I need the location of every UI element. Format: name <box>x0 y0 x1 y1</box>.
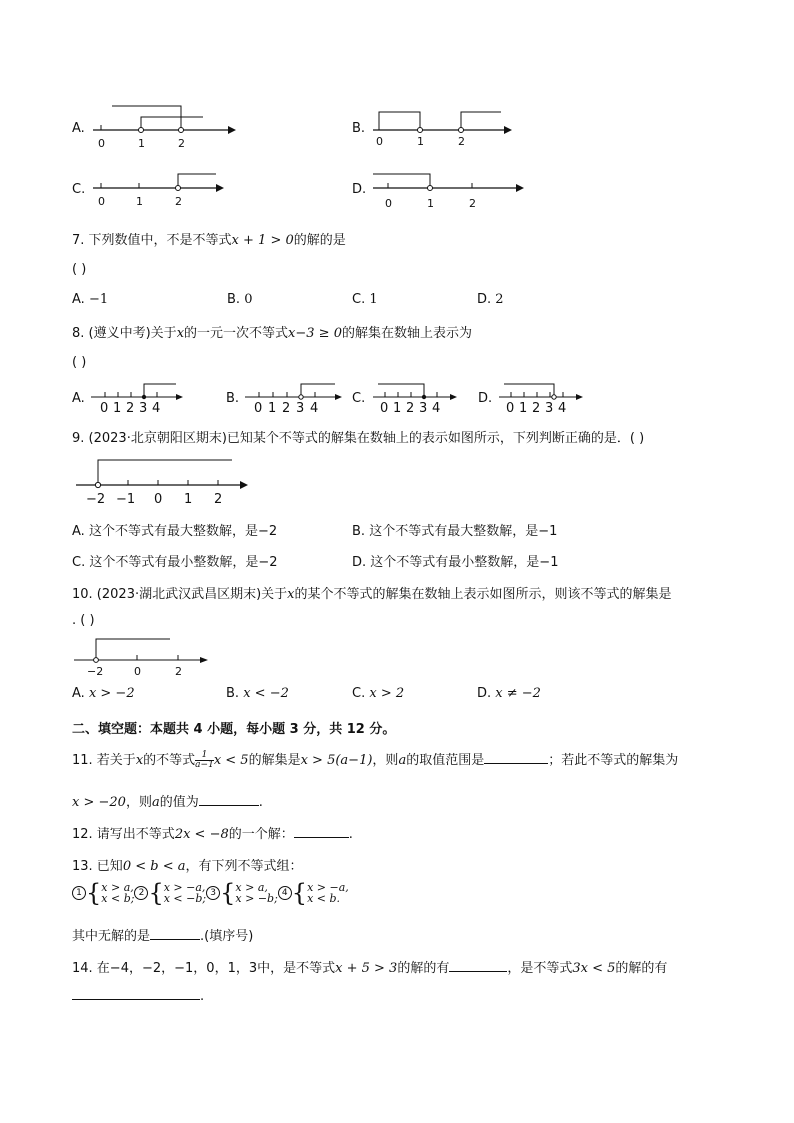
q6-option-b-numberline <box>368 100 518 152</box>
q9-option-c[interactable]: C. 这个不等式有最小整数解，是−2 <box>72 555 278 570</box>
svg-text:2: 2 <box>282 401 291 416</box>
tick-label: 1 <box>417 135 424 148</box>
tick-label: 0 <box>376 135 383 148</box>
circled-number: 3 <box>206 886 220 900</box>
q8-option-c-label[interactable]: C. <box>352 391 366 406</box>
q6-option-c-label[interactable]: C. <box>72 182 86 197</box>
q10-option-b[interactable]: B. x < −2 <box>226 686 289 701</box>
q8-option-d-numberline <box>496 380 588 416</box>
answer-blank[interactable] <box>199 793 259 806</box>
q7-option-a[interactable]: A. −1 <box>72 292 109 307</box>
svg-text:3: 3 <box>139 401 148 416</box>
question-7-stem: 7. 下列数值中，不是不等式x + 1 > 0的解的是 <box>72 233 346 248</box>
svg-text:0: 0 <box>100 401 109 416</box>
answer-blank[interactable] <box>484 751 548 764</box>
answer-blank[interactable] <box>449 959 507 972</box>
question-11-line-2: x > −20，则a的值为 . <box>72 795 263 810</box>
svg-text:4: 4 <box>432 401 441 416</box>
q8-option-a-label[interactable]: A. <box>72 391 85 406</box>
svg-text:2: 2 <box>406 401 415 416</box>
svg-text:−2: −2 <box>86 492 106 506</box>
q6-option-a-label[interactable]: A. <box>72 121 85 136</box>
svg-text:2: 2 <box>126 401 135 416</box>
q9-numberline <box>72 454 252 506</box>
tick-label: 1 <box>138 137 145 150</box>
question-12: 12. 请写出不等式2x < −8的一个解： . <box>72 827 353 842</box>
question-13-answer: 其中无解的是 .(填序号) <box>72 929 254 944</box>
svg-text:0: 0 <box>134 665 141 678</box>
question-9-stem: 9. (2023·北京朝阳区期末)已知某个不等式的解集在数轴上的表示如图所示，下列判断正确的是．( ) <box>72 431 645 446</box>
question-14-line-1: 14. 在−4，−2，−1，0，1，3中，是不等式x + 5 > 3的解的有 ，是不等式3x < 5的解的有 <box>72 961 668 976</box>
q8-option-d-label[interactable]: D. <box>478 391 493 406</box>
tick-label: 0 <box>98 195 105 208</box>
circled-number: 4 <box>278 886 292 900</box>
q10-option-c[interactable]: C. x > 2 <box>352 686 405 701</box>
q8-option-c-numberline <box>370 380 462 416</box>
q6-option-d-numberline <box>368 165 528 213</box>
tick-label: 0 <box>385 197 392 210</box>
svg-text:0: 0 <box>380 401 389 416</box>
question-8-stem: 8. (遵义中考)关于x的一元一次不等式x−3 ≥ 0的解集在数轴上表示为 <box>72 326 472 341</box>
fraction: $\frac{1}{a-1}$ <box>195 750 214 770</box>
answer-blank[interactable] <box>72 987 200 1000</box>
circled-number: 1 <box>72 886 86 900</box>
question-14-line-2: . <box>72 987 204 1004</box>
question-10-paren: . ( ) <box>72 613 95 628</box>
q6-option-b-label[interactable]: B. <box>352 121 366 136</box>
svg-text:−2: −2 <box>87 665 104 678</box>
q7-option-d[interactable]: D. 2 <box>477 292 504 307</box>
svg-text:2: 2 <box>175 665 182 678</box>
svg-text:0: 0 <box>154 492 163 506</box>
q9-option-a[interactable]: A. 这个不等式有最大整数解，是−2 <box>72 524 278 539</box>
svg-text:4: 4 <box>152 401 161 416</box>
question-10-stem: 10. (2023·湖北武汉武昌区期末)关于x的某个不等式的解集在数轴上表示如图所示，则该不等式的解集是 <box>72 587 672 602</box>
q8-option-b-label[interactable]: B. <box>226 391 240 406</box>
question-11-line-1: 11. 若关于x的不等式 $\frac{1}{a-1}$ x < 5的解集是x > 5(a−1)，则a的取值范围是 ；若此不等式的解集为 <box>72 750 679 770</box>
answer-blank[interactable] <box>150 927 200 940</box>
svg-text:3: 3 <box>419 401 428 416</box>
svg-text:1: 1 <box>393 401 402 416</box>
q6-option-d-label[interactable]: D. <box>352 182 367 197</box>
svg-text:3: 3 <box>296 401 305 416</box>
section-2-title: 二、填空题：本题共 4 小题，每小题 3 分，共 12 分。 <box>72 722 396 737</box>
svg-text:2: 2 <box>532 401 541 416</box>
q8-option-a-numberline <box>88 380 188 416</box>
svg-text:1: 1 <box>519 401 528 416</box>
svg-text:4: 4 <box>558 401 567 416</box>
svg-text:0: 0 <box>254 401 263 416</box>
svg-text:−1: −1 <box>116 492 136 506</box>
svg-text:1: 1 <box>113 401 122 416</box>
tick-label: 2 <box>175 195 182 208</box>
circled-number: 2 <box>134 886 148 900</box>
svg-text:1: 1 <box>268 401 277 416</box>
svg-text:1: 1 <box>184 492 193 506</box>
question-7-paren: ( ) <box>72 262 87 277</box>
question-8-paren: ( ) <box>72 355 87 370</box>
q7-option-c[interactable]: C. 1 <box>352 292 378 307</box>
svg-text:3: 3 <box>545 401 554 416</box>
svg-text:0: 0 <box>506 401 515 416</box>
tick-label: 1 <box>136 195 143 208</box>
q6-option-a-numberline <box>88 100 238 152</box>
svg-text:2: 2 <box>214 492 223 506</box>
q9-option-d[interactable]: D. 这个不等式有最小整数解，是−1 <box>352 555 559 570</box>
q7-option-b[interactable]: B. 0 <box>227 292 253 307</box>
tick-label: 2 <box>178 137 185 150</box>
q10-numberline <box>72 632 217 678</box>
answer-blank[interactable] <box>294 825 349 838</box>
tick-label: 2 <box>458 135 465 148</box>
q9-option-b[interactable]: B. 这个不等式有最大整数解，是−1 <box>352 524 558 539</box>
tick-label: 1 <box>427 197 434 210</box>
q6-option-c-numberline <box>88 168 238 210</box>
tick-label: 0 <box>98 137 105 150</box>
svg-text:4: 4 <box>310 401 319 416</box>
q10-option-a[interactable]: A. x > −2 <box>72 686 135 701</box>
q8-option-b-numberline <box>242 380 347 416</box>
question-13-stem: 13. 已知0 < b < a，有下列不等式组： <box>72 859 303 874</box>
tick-label: 2 <box>469 197 476 210</box>
question-13-systems: 1 { x > a, x < b; 2 { x > −a, x < −b; 3 { x > a, x > −b; 4 { x > −a, x < b. <box>72 882 349 904</box>
q10-option-d[interactable]: D. x ≠ −2 <box>477 686 541 701</box>
